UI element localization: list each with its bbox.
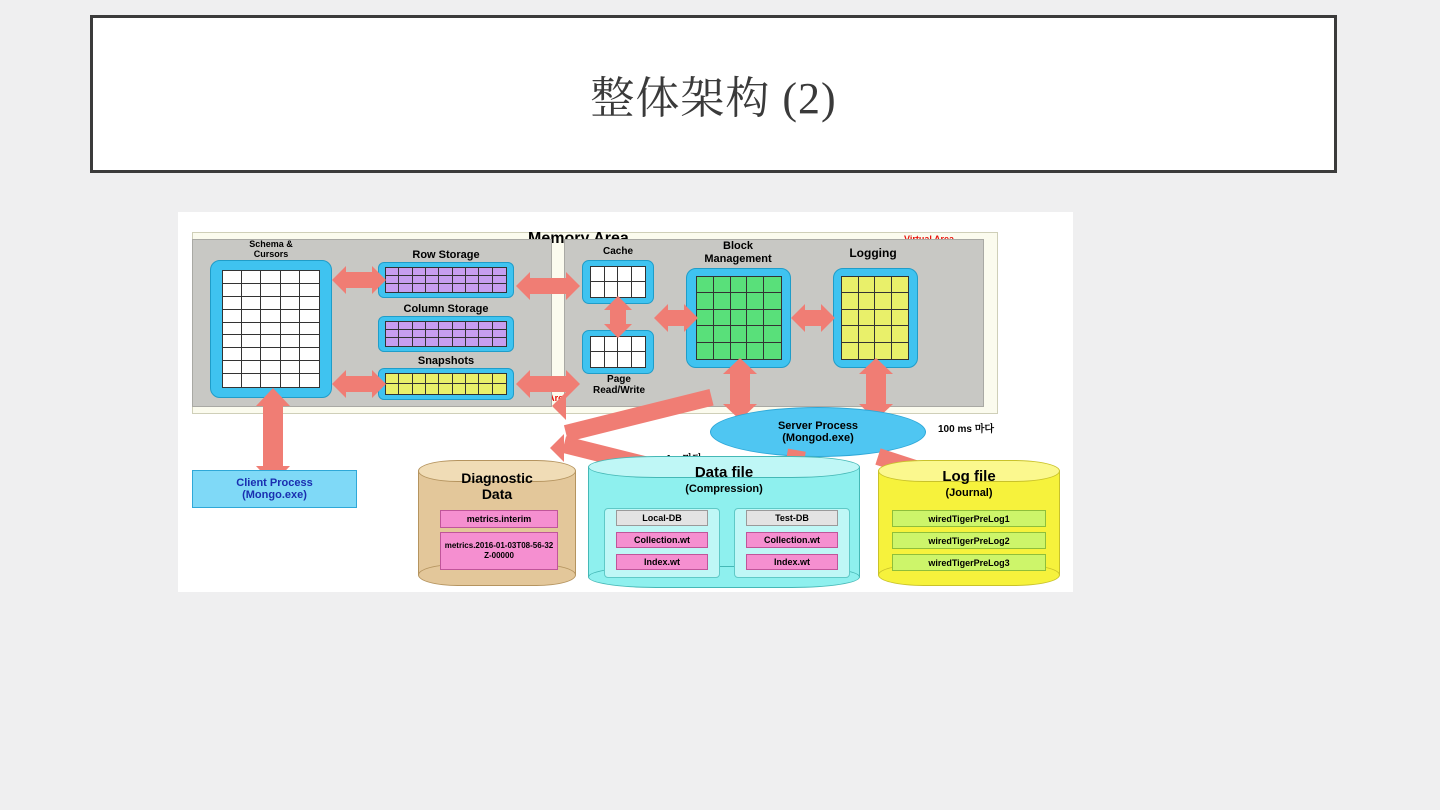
page-readwrite-grid [590,336,646,368]
arrow-head-up [723,358,757,374]
diagnostic-data-cylinder [418,460,576,586]
log-file-cylinder [878,460,1060,586]
local-db-file-1: Index.wt [616,554,708,570]
arrow-logging-server [866,370,886,408]
arrow-schema-row [346,272,372,288]
diagnostic-item-0: metrics.interim [440,510,558,528]
test-db-file-0: Collection.wt [746,532,838,548]
diagnostic-data-title: Diagnostic Data [461,470,533,502]
arrow-snapshots-page [530,376,566,392]
arrow-head-right [372,266,386,294]
schema-cursors-grid [222,270,320,388]
data-file-title: Data file (Compression) [685,464,763,495]
journal-interval-label: 100 ms 마다 [938,424,995,435]
slide-title-box [90,15,1337,173]
client-process-line1: Client Process [236,477,313,489]
cache-grid [590,266,646,298]
page-title: 整体架构 (2) [590,74,837,123]
arrow-head-right [566,272,580,300]
row-storage-label: Row Storage [412,249,480,261]
schema-cursors-label: Schema & Cursors [249,239,293,259]
row-storage-grid [385,267,507,293]
server-process-node [710,407,926,457]
arrow-head-left [552,392,566,420]
test-db-name: Test-DB [746,510,838,526]
block-management-label: Block Management [704,240,772,265]
test-db-file-1: Index.wt [746,554,838,570]
local-db-file-0: Collection.wt [616,532,708,548]
page-readwrite-label: Page Read/Write [592,374,646,396]
column-storage-label: Column Storage [403,303,489,315]
arrow-head-right [566,370,580,398]
server-process-line2: (Mongod.exe) [782,432,854,444]
logging-grid [841,276,909,360]
arrow-block-server [730,370,750,408]
arrow-schema-client [263,402,283,470]
architecture-diagram [178,212,1073,592]
arrow-head-left [516,272,530,300]
arrow-head-left [791,304,805,332]
log-file-title: Log file (Journal) [942,468,996,499]
resident-area-label: Area [548,393,569,403]
arrow-head-right [684,304,698,332]
arrow-head-left [332,370,346,398]
arrow-head-down [604,324,632,338]
arrow-head-left [516,370,530,398]
log-item-1: wiredTigerPreLog2 [892,532,1046,549]
local-db-name: Local-DB [616,510,708,526]
arrow-head-left [550,434,564,462]
logging-label: Logging [849,246,897,260]
memory-area-label: Memory [528,230,590,247]
snapshots-grid [385,373,507,395]
arrow-cache-block [666,310,686,326]
data-file-cylinder [588,456,860,588]
log-item-2: wiredTigerPreLog3 [892,554,1046,571]
arrow-head-up [604,296,632,310]
client-process-line2: (Mongo.exe) [242,489,307,501]
arrow-head-right [821,304,835,332]
column-storage-grid [385,321,507,347]
cache-label: Cache [602,246,633,257]
snapshots-label: Snapshots [417,355,475,367]
arrow-head-left [332,266,346,294]
arrow-schema-snapshots [346,376,372,392]
log-item-0: wiredTigerPreLog1 [892,510,1046,527]
arrow-row-cache [530,278,566,294]
arrow-head-up [859,358,893,374]
arrow-head-up [256,388,290,406]
client-process-node [192,470,357,508]
arrow-head-right [372,370,386,398]
diagnostic-item-1: metrics.2016-01-03T08-56-32Z-00000 [440,532,558,570]
arrow-head-left [654,304,668,332]
block-management-grid [696,276,782,360]
server-process-line1: Server Process [777,420,859,432]
